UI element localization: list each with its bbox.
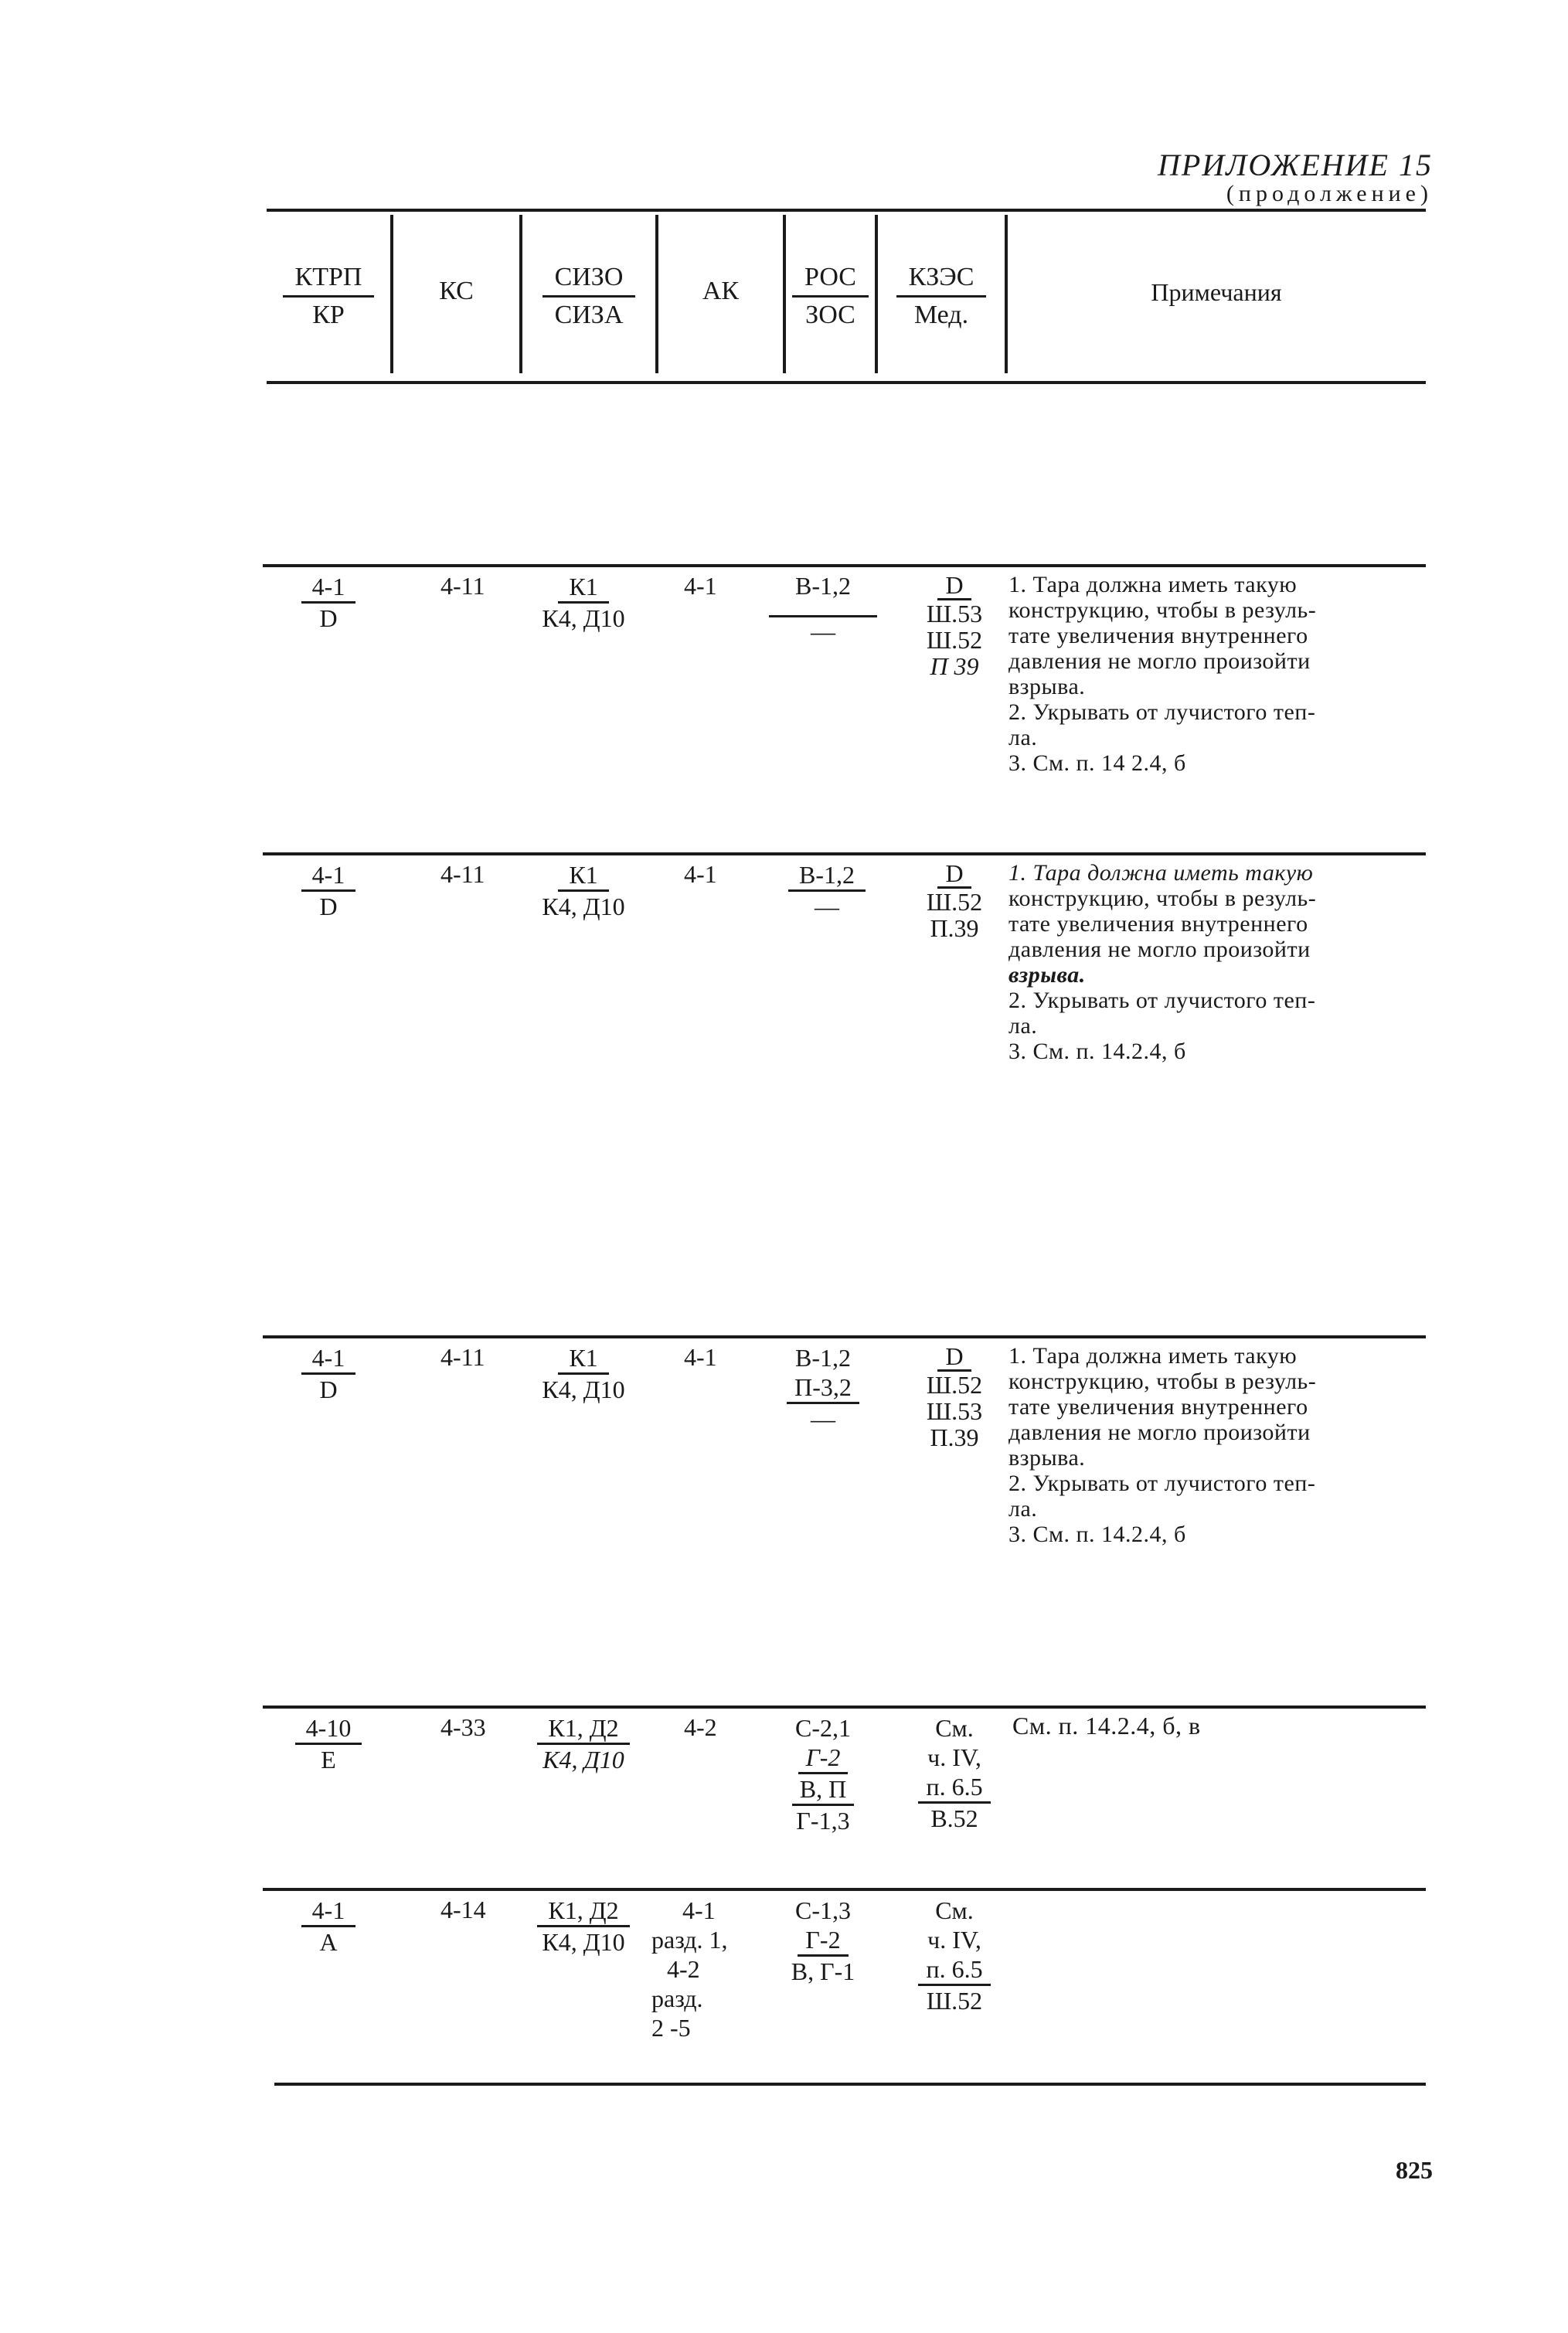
row5-ak-item: разд. 1, [651,1926,728,1954]
note-line: взрыва. [1008,1445,1086,1471]
note-line: 2. Укрывать от лучистого теп- [1008,1471,1316,1496]
note-line: тате увеличения внутреннего [1008,1394,1308,1420]
row5-ros-value: С-1,3 [795,1896,851,1924]
row2-ak: 4-1 [684,860,717,888]
note-line: давления не могло произойти [1008,1420,1311,1445]
row4-kzes-item: См. [935,1714,974,1742]
row3-ros-dash: — [811,1405,835,1433]
row-top-rule [263,564,1426,567]
row1-ros-value: В-1,2 [795,572,851,600]
row3-ros-value: В-1,2 [795,1344,851,1372]
row4-kr: E [321,1746,336,1774]
note-line: взрыва. [1008,962,1086,988]
header-kzes-med [878,260,1005,333]
row5-kzes-item: См. [935,1896,974,1924]
row4-ak: 4-2 [684,1713,717,1741]
row1-sizo-siza [510,572,657,633]
row3-kzes-class: D [937,1343,971,1372]
header-ks: КС [439,277,474,305]
note-line: 1. Тара должна иметь такую [1008,1343,1298,1369]
page-number: 825 [1396,2156,1433,2184]
row3-ks: 4-11 [440,1343,485,1371]
row5-kzes-item: Ш.52 [926,1987,983,2015]
header-ros-zos [786,260,875,333]
row4-kzes [900,1713,1008,1833]
table-header-bottom-rule [267,381,1426,384]
row2-kr: D [319,893,338,920]
row4-ros-value: Г-2 [798,1743,849,1774]
row4-ks: 4-33 [440,1713,486,1741]
row4-ktrp: 4-10 [295,1713,362,1745]
row4-sizo-siza [510,1713,657,1774]
fraction-bar [769,606,877,617]
row1-notes [1008,572,1426,776]
row4-ros-value: С-2,1 [795,1714,851,1742]
note-line: тате увеличения внутреннего [1008,623,1308,648]
note-line: 3. См. п. 14 2.4, б [1008,750,1186,776]
note-line: тате увеличения внутреннего [1008,911,1308,937]
header-notes: Примечания [1151,278,1282,306]
row2-ktrp-kr [267,860,390,921]
row1-kzes-item: Ш.52 [926,626,983,654]
row2-kzes-class: D [937,860,971,889]
note-line: 3. См. п. 14.2.4, б [1008,1522,1186,1547]
row2-ros-dash: — [815,893,839,920]
row1-ktrp-kr [267,572,390,633]
row3-ktrp: 4-1 [301,1343,356,1375]
row1-ks: 4-11 [440,572,485,600]
row2-kzes [904,860,1005,941]
row5-kzes-item: ч. IV, [927,1926,981,1954]
row1-ak: 4-1 [684,572,717,600]
row3-kzes [904,1343,1005,1450]
row5-kzes-item: п. 6.5 [918,1954,990,1986]
header-ros: РОС [792,260,869,298]
row3-kzes-item: Ш.53 [926,1397,983,1425]
note-line: давления не могло произойти [1008,937,1311,962]
row2-kzes-item: П.39 [930,914,979,942]
header-kr: КР [312,301,345,329]
row1-kzes-class: D [937,572,971,600]
row5-ak-item: 4-1 [682,1896,716,1924]
row5-ros [761,1896,885,1986]
row1-kzes-item: П 39 [930,652,979,680]
note-line: конструкцию, чтобы в резуль- [1008,886,1317,911]
header-sizo-siza [522,260,655,333]
row4-ros-value: Г-1,3 [796,1807,850,1835]
appendix-title: ПРИЛОЖЕНИЕ 15 [1158,148,1433,182]
row1-kzes-item: Ш.53 [926,600,983,627]
header-ak: АК [702,277,740,305]
row3-notes [1008,1343,1426,1547]
row5-sizo: К1, Д2 [537,1896,629,1927]
row4-kzes-item: В.52 [930,1804,978,1832]
row2-siza: К4, Д10 [542,893,625,920]
note-line: 1. Тара должна иметь такую [1008,572,1298,597]
row2-ktrp: 4-1 [301,860,356,892]
note-line: давления не могло произойти [1008,648,1311,674]
note-line: взрыва. [1008,674,1086,699]
row5-sizo-siza [510,1896,657,1957]
row2-sizo-siza [510,860,657,921]
row2-sizo: К1 [558,860,608,892]
row2-notes [1008,860,1426,1064]
table-bottom-rule [274,2083,1426,2086]
row3-kzes-item: Ш.52 [926,1371,983,1399]
row4-kzes-item: ч. IV, [927,1743,981,1771]
row5-ak-item: 4-2 [667,1955,700,1983]
header-kzes: КЗЭС [896,260,987,298]
appendix-subtitle: (продолжение) [1226,181,1433,206]
note-line: 2. Укрывать от лучистого теп- [1008,699,1316,725]
header-siza: СИЗА [554,301,624,329]
row-top-rule [263,1888,1426,1891]
row1-ros-dash: — [811,617,835,645]
row4-siza: К4, Д10 [543,1746,624,1774]
header-sizo: СИЗО [543,260,636,298]
row3-kzes-item: П.39 [930,1423,979,1451]
row4-ktrp-kr [267,1713,390,1774]
row2-ros [777,860,877,921]
row4-notes [1012,1713,1430,1739]
row4-kzes-item: п. 6.5 [918,1772,990,1804]
row-top-rule [263,1706,1426,1709]
note-line: 2. Укрывать от лучистого теп- [1008,988,1316,1013]
row5-ktrp: 4-1 [301,1896,356,1927]
header-ktrp-kr [267,260,390,333]
row5-ks: 4-14 [440,1896,486,1923]
note-line: 1. Тара должна иметь такую [1008,860,1314,886]
row1-ktrp: 4-1 [301,572,356,604]
row2-ks: 4-11 [440,860,485,888]
row5-ak-item: 2 -5 [651,2014,691,2042]
note-line: ла. [1008,725,1038,750]
row1-ros [761,572,885,645]
row1-kr: D [319,604,338,632]
note-line: ла. [1008,1496,1038,1522]
row3-sizo-siza [510,1343,657,1404]
row1-siza: К4, Д10 [542,604,625,632]
row3-ktrp-kr [267,1343,390,1404]
row1-sizo: К1 [558,572,608,604]
header-med: Мед. [913,301,969,329]
row3-kr: D [319,1376,338,1403]
row3-ros-value: П-3,2 [787,1372,859,1404]
row2-ros-value: В-1,2 [788,860,866,892]
row3-ak: 4-1 [684,1343,717,1371]
row4-ros-value: В, П [792,1774,854,1806]
row5-ak-item: разд. [651,1984,703,2012]
note-line: 3. См. п. 14.2.4, б [1008,1039,1186,1064]
row-top-rule [263,852,1426,855]
row5-kr: A [319,1928,338,1956]
note-line: См. п. 14.2.4, б, в [1012,1712,1201,1740]
header-zos: ЗОС [805,301,855,329]
row5-kzes [900,1896,1008,2015]
note-line: конструкцию, чтобы в резуль- [1008,1369,1317,1394]
note-line: конструкцию, чтобы в резуль- [1008,597,1317,623]
row3-siza: К4, Д10 [542,1376,625,1403]
row1-kzes [904,572,1005,679]
row3-sizo: К1 [558,1343,608,1375]
note-line: ла. [1008,1013,1038,1039]
row5-ros-value: Г-2 [798,1925,848,1957]
row5-siza: К4, Д10 [542,1928,625,1956]
row5-ros-value: В, Г-1 [791,1957,855,1985]
header-ktrp: КТРП [283,260,375,298]
row5-ak [648,1896,779,2042]
table-top-rule [267,209,1426,212]
row3-ros [761,1343,885,1433]
row5-ktrp-kr [267,1896,390,1957]
row2-kzes-item: Ш.52 [926,888,983,916]
row4-sizo: К1, Д2 [537,1713,629,1745]
row4-ros [761,1713,885,1835]
row-top-rule [263,1335,1426,1338]
